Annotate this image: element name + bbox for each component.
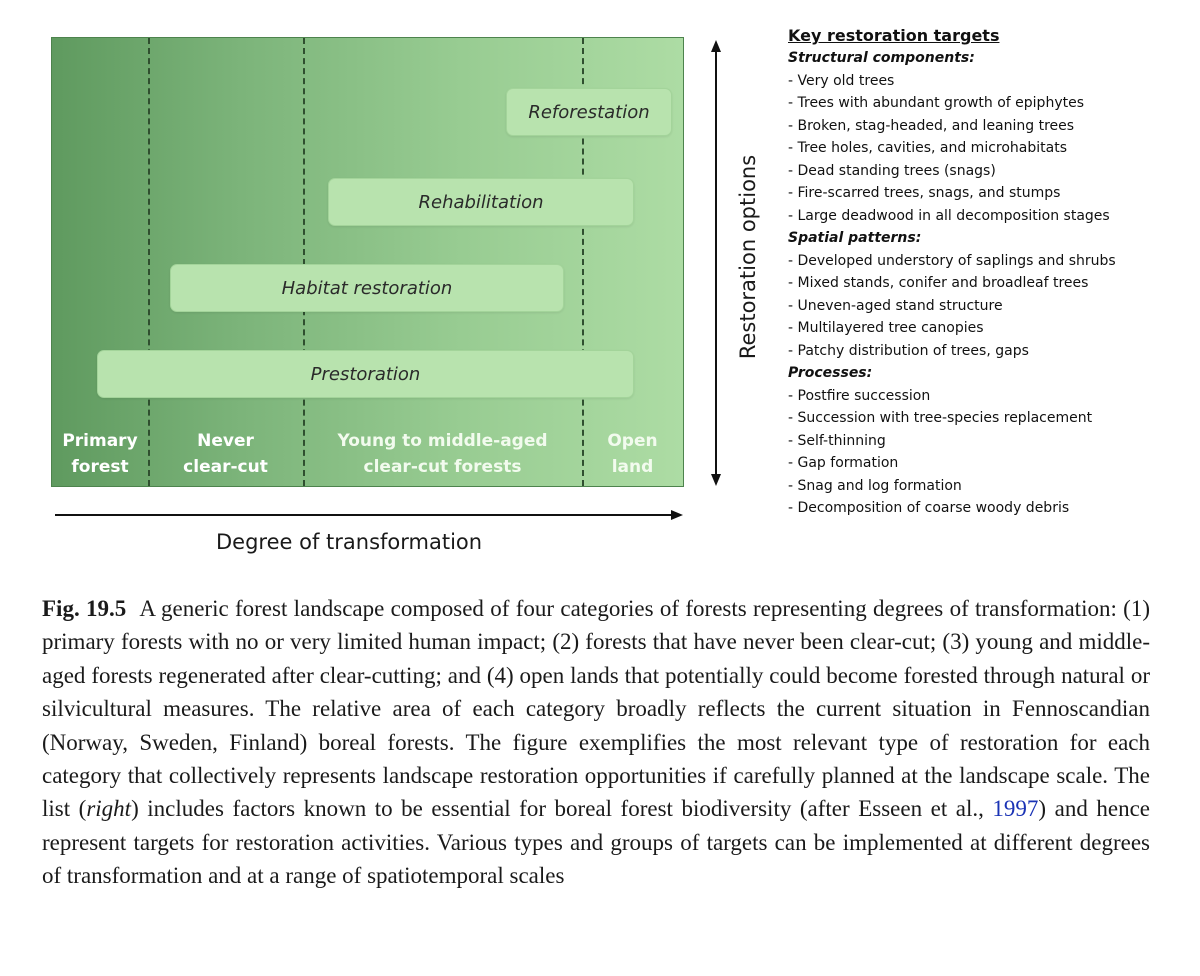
caption-text: ) includes factors known to be essential for boreal forest biodiversity (after Esseen et al.,	[131, 796, 993, 822]
list-item: - Decomposition of coarse woody debris	[788, 500, 1070, 516]
band-habitat-restoration	[170, 264, 564, 312]
list-item: - Dead standing trees (snags)	[788, 162, 996, 179]
divider-primary-never	[148, 38, 150, 486]
x-axis-label: Degree of transformation	[216, 530, 483, 554]
list-item: - Succession with tree-species replacement	[788, 410, 1093, 426]
category-line: Young to middle-aged	[337, 431, 548, 451]
y-axis-arrow	[706, 40, 726, 486]
section-heading-processes: Processes:	[788, 365, 873, 381]
list-item: - Postfire succession	[788, 387, 931, 404]
caption-italic: right	[86, 796, 132, 822]
list-item: - Multilayered tree canopies	[788, 320, 984, 336]
list-item: - Fire-scarred trees, snags, and stumps	[788, 185, 1061, 201]
list-item: - Mixed stands, conifer and broadleaf trees	[788, 275, 1089, 291]
list-item: - Patchy distribution of trees, gaps	[788, 342, 1029, 359]
list-item: - Large deadwood in all decomposition stages	[788, 207, 1110, 224]
figure-label: Fig. 19.5	[42, 596, 127, 621]
category-line: land	[611, 457, 654, 477]
list-item: - Very old trees	[788, 72, 895, 89]
category-young-middle-aged	[303, 428, 582, 480]
band-prestoration	[97, 350, 634, 398]
figure-caption	[42, 592, 1150, 893]
band-label: Habitat restoration	[281, 277, 453, 299]
section-heading-spatial: Spatial patterns:	[788, 230, 922, 246]
citation-link[interactable]: 1997	[992, 796, 1039, 822]
list-item: - Self-thinning	[788, 432, 886, 449]
caption-text: A generic forest landscape composed of four categories of forests representing degrees of transformation: (1) primary forests with no or very limited human impact; (2) forests that have never been clear-cut; (3) young and middle-aged forests regenerated after clear-cutting; and (4) open lands that potentially could become forested through natural or silvicultural measures. The relative area of each category broadly reflects the current situation in Fennoscandian (Norway, Sweden, Finland) boreal forests. The figure exemplifies the most relevant type of restoration for each category that collectively represents landscape restoration opportunities if carefully planned at the landscape scale. The list (	[42, 596, 1150, 822]
band-label: Rehabilitation	[418, 191, 544, 213]
forest-landscape-diagram	[51, 37, 684, 487]
category-primary-forest	[52, 428, 148, 480]
x-axis-arrow	[55, 505, 685, 525]
y-axis-label: Restoration options	[736, 154, 760, 360]
band-reforestation	[506, 88, 672, 136]
list-item: - Gap formation	[788, 455, 899, 471]
category-line: forest	[71, 457, 129, 477]
key-restoration-targets	[788, 25, 1188, 520]
category-line: Primary	[62, 431, 138, 451]
category-never-clear-cut	[148, 428, 303, 480]
category-line: clear-cut forests	[363, 457, 522, 477]
caption-text: ) and hence represent targets for restoration activities. Various types and groups of targets can be implemented at different degrees of transformation and at a range of spatiotemporal scales	[42, 796, 1151, 889]
band-rehabilitation	[328, 178, 634, 226]
category-line: Never	[197, 431, 254, 451]
list-item: - Developed understory of saplings and shrubs	[788, 252, 1116, 269]
category-open-land	[582, 428, 683, 480]
list-item: - Broken, stag-headed, and leaning trees	[788, 117, 1075, 134]
section-heading-structural: Structural components:	[788, 50, 975, 66]
category-line: Open	[607, 431, 658, 451]
list-item: - Trees with abundant growth of epiphytes	[788, 95, 1084, 111]
list-item: - Uneven-aged stand structure	[788, 297, 1003, 314]
key-targets-title: Key restoration targets	[788, 26, 1000, 45]
band-label: Prestoration	[310, 363, 421, 385]
band-label: Reforestation	[528, 101, 650, 123]
category-line: clear-cut	[183, 457, 268, 477]
list-item: - Tree holes, cavities, and microhabitats	[788, 140, 1068, 156]
divider-never-young	[303, 38, 305, 486]
list-item: - Snag and log formation	[788, 477, 962, 494]
